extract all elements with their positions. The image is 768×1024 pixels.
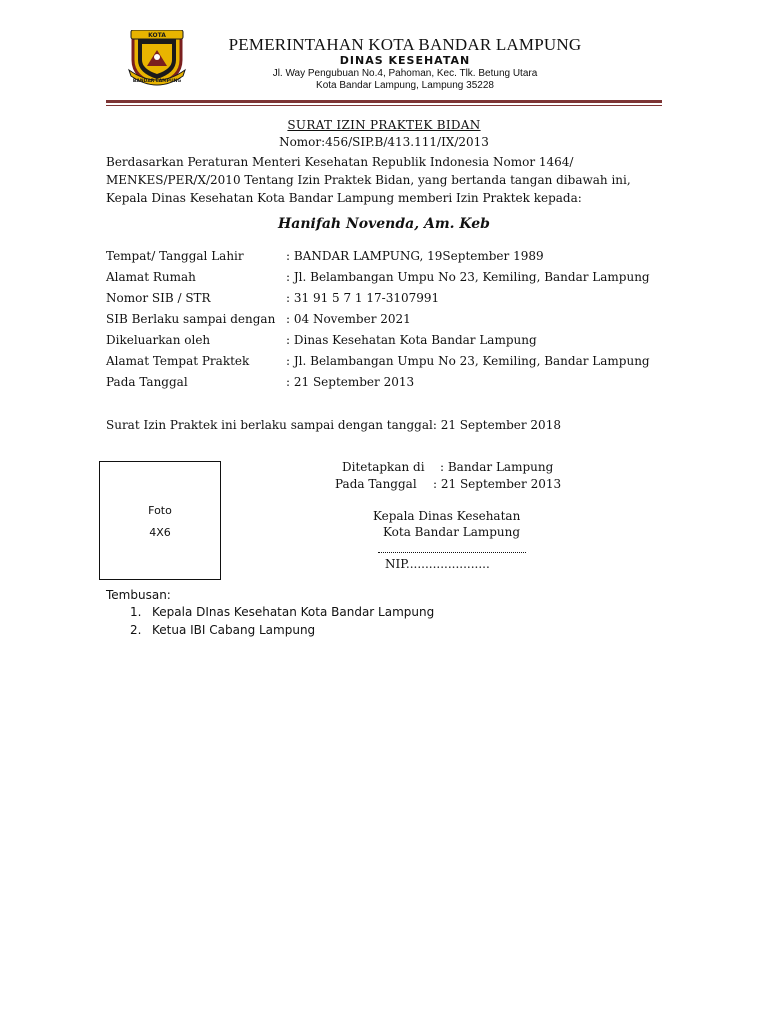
letterhead-rule-thin — [106, 105, 662, 106]
cc-item-number: 1. — [130, 605, 142, 619]
institution-name: PEMERINTAHAN KOTA BANDAR LAMPUNG — [228, 35, 582, 54]
letter-title: SURAT IZIN PRAKTEK BIDAN — [287, 118, 481, 132]
address-line-2: Kota Bandar Lampung, Lampung 35228 — [316, 80, 494, 91]
detail-label: Tempat/ Tanggal Lahir — [106, 249, 244, 263]
cc-heading: Tembusan: — [106, 588, 171, 602]
issued-place-value: : Bandar Lampung — [440, 460, 554, 474]
intro-line: MENKES/PER/X/2010 Tentang Izin Praktek Bidan, yang bertanda tangan dibawah ini, — [106, 173, 631, 187]
logo-bottom-text: BANDAR LAMPUNG — [132, 79, 182, 84]
detail-value: : Dinas Kesehatan Kota Bandar Lampung — [286, 333, 537, 347]
detail-label: Alamat Rumah — [106, 270, 196, 284]
issued-place-label: Ditetapkan di — [342, 460, 425, 474]
detail-label: Nomor SIB / STR — [106, 291, 211, 305]
cc-item-text: Ketua IBI Cabang Lampung — [152, 623, 316, 637]
detail-value: : Jl. Belambangan Umpu No 23, Kemiling, Bandar Lampung — [286, 270, 650, 284]
detail-value: : 21 September 2013 — [286, 375, 415, 389]
signatory-nip: NIP...................... — [385, 557, 490, 571]
detail-label: SIB Berlaku sampai dengan — [106, 312, 276, 326]
detail-value: : 31 91 5 7 1 17-3107991 — [286, 291, 440, 305]
signatory-title: Kepala Dinas Kesehatan — [373, 509, 521, 523]
cc-item-text: Kepala DInas Kesehatan Kota Bandar Lampung — [152, 605, 435, 619]
holder-name: Hanifah Novenda, Am. Keb — [278, 216, 490, 232]
detail-value: : Jl. Belambangan Umpu No 23, Kemiling, Bandar Lampung — [286, 354, 650, 368]
letter-number: Nomor:456/SIP.B/413.111/IX/2013 — [279, 135, 489, 149]
logo-top-text: KOTA — [148, 32, 166, 39]
intro-line: Kepala Dinas Kesehatan Kota Bandar Lampung memberi Izin Praktek kepada: — [106, 191, 582, 205]
detail-label: Pada Tanggal — [106, 375, 188, 389]
detail-value: : 04 November 2021 — [286, 312, 411, 326]
photo-box — [99, 461, 221, 580]
signature-line — [378, 552, 526, 553]
detail-value: : BANDAR LAMPUNG, 19September 1989 — [286, 249, 544, 263]
department-name: DINAS KESEHATAN — [339, 54, 471, 67]
letterhead-rule-thick — [106, 100, 662, 103]
photo-size: 4X6 — [149, 526, 171, 539]
issued-date-value: : 21 September 2013 — [433, 477, 562, 491]
photo-label: Foto — [148, 504, 172, 517]
signatory-office: Kota Bandar Lampung — [383, 525, 521, 539]
validity-statement: Surat Izin Praktek ini berlaku sampai dengan tanggal: 21 September 2018 — [106, 418, 561, 432]
address-line-1: Jl. Way Pengubuan No.4, Pahoman, Kec. Tlk. Betung Utara — [272, 68, 538, 79]
detail-label: Alamat Tempat Praktek — [106, 354, 250, 368]
detail-label: Dikeluarkan oleh — [106, 333, 211, 347]
cc-item-number: 2. — [130, 623, 142, 637]
issued-date-label: Pada Tanggal — [335, 477, 417, 491]
intro-paragraph — [106, 153, 631, 207]
intro-line: Berdasarkan Peraturan Menteri Kesehatan Republik Indonesia Nomor 1464/ — [106, 155, 574, 169]
